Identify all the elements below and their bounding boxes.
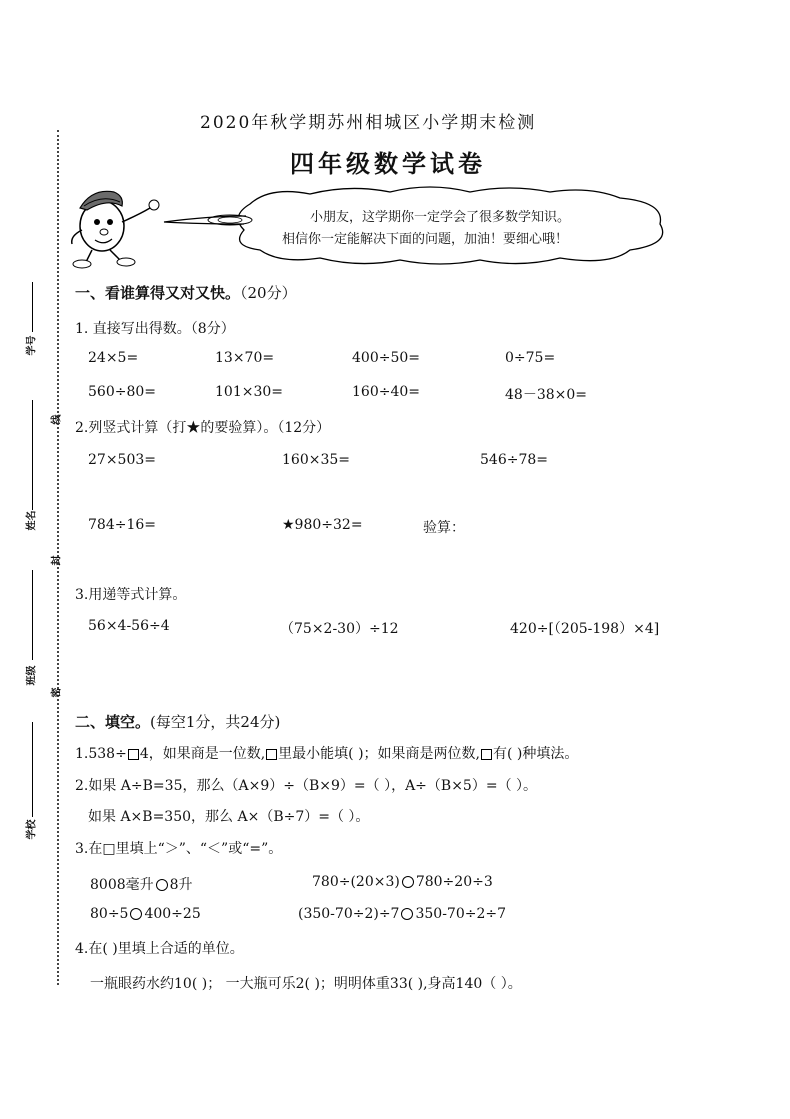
s2-q2-line2: 如果 A×B=350，那么 A×（B÷7）=（ ）。: [88, 809, 370, 825]
s2-q3-r2a: [90, 906, 201, 922]
s2-q3-r2b: [298, 906, 506, 922]
cloud-line-1: 小朋友，这学期你一定学会了很多数学知识。: [310, 210, 571, 225]
circle-blank-icon: [402, 876, 414, 888]
s1-q1-r1-c4: 0÷75=: [505, 350, 556, 366]
s2-q3-r1b: [312, 874, 493, 890]
s1-q2-r1-c1: 27×503=: [88, 452, 156, 468]
section1-points: （20分）: [240, 284, 297, 302]
school-label: 学校: [26, 819, 38, 840]
s1-q2-r2-c3: 验算：: [423, 520, 465, 536]
s1-q2-label: 2.列竖式计算（打★的要验算）。（12分）: [75, 420, 331, 436]
s1-q3-c2: （75×2-30）÷12: [280, 621, 399, 637]
s1-q2-r1-c3: 546÷78=: [480, 452, 548, 468]
s1-q1-r1-c3: 400÷50=: [352, 350, 420, 366]
name-line: [32, 400, 33, 510]
s2-q3-label: 3.在□里填上“＞”、“＜”或“=”。: [75, 841, 283, 857]
compare-right: 400÷25: [144, 906, 201, 922]
s1-q1-r2-c3: 160÷40=: [352, 384, 420, 400]
compare-left: 80÷5: [90, 906, 129, 922]
compare-left: 8008毫升: [90, 877, 154, 893]
s2-q1-c: 里最小能填( )；如果商是两位数,: [278, 746, 480, 762]
s2-q1-d: 有( )种填法。: [493, 746, 579, 762]
line-char: 线: [51, 414, 63, 425]
s1-q1-r2-c1: 560÷80=: [88, 384, 156, 400]
class-line: [32, 570, 33, 660]
s1-q2-r2-c1: 784÷16=: [88, 517, 156, 533]
seal-char: 封: [51, 555, 63, 566]
s2-q1-a: 1.538÷: [75, 746, 127, 762]
s1-q1-r2-c2: 101×30=: [215, 384, 283, 400]
circle-blank-icon: [130, 908, 142, 920]
blank-box-icon: [481, 749, 492, 760]
s1-q1-r1-c2: 13×70=: [215, 350, 275, 366]
s2-q3-r1a: [90, 874, 193, 894]
cartoon-boy-icon: [62, 178, 172, 270]
compare-left: 780÷(20×3): [312, 874, 400, 890]
exam-title: 2020年秋学期苏州相城区小学期末检测: [200, 113, 537, 133]
compare-right: 350-70÷2÷7: [415, 906, 507, 922]
section2-heading: [75, 711, 280, 732]
s1-q1-label: 1. 直接写出得数。（8分）: [75, 321, 235, 337]
circle-blank-icon: [401, 908, 413, 920]
blank-box-icon: [266, 749, 277, 760]
exam-subtitle: 四年级数学试卷: [290, 150, 486, 178]
compare-right: 8升: [169, 877, 193, 893]
inner-char: 密: [51, 687, 63, 698]
student-no-line: [32, 282, 33, 332]
section1-heading: [75, 282, 297, 303]
name-label: 姓名: [26, 510, 38, 531]
compare-right: 780÷20÷3: [415, 874, 493, 890]
s2-q4-line: 一瓶眼药水约10( )； 一大瓶可乐2( )；明明体重33( ),身高140（ ）。: [90, 976, 522, 992]
blank-box-icon: [128, 749, 139, 760]
class-label: 班级: [26, 665, 38, 686]
s1-q2-r1-c2: 160×35=: [282, 452, 350, 468]
school-line: [32, 722, 33, 817]
s1-q1-r2-c4: 48－38×0=: [505, 387, 587, 403]
circle-blank-icon: [156, 879, 168, 891]
s1-q1-r1-c1: 24×5=: [88, 350, 139, 366]
compare-left: (350-70÷2)÷7: [298, 906, 400, 922]
s1-q3-c1: 56×4-56÷4: [88, 618, 170, 634]
s2-q1: [75, 743, 578, 763]
cloud-line-2: 相信你一定能解决下面的问题，加油！要细心哦！: [282, 232, 569, 247]
section1-title: 一、看谁算得又对又快。: [75, 284, 241, 302]
section2-points: (每空1分，共24分): [150, 713, 281, 731]
student-no-label: 学号: [26, 335, 38, 356]
s2-q1-b: 4，如果商是一位数,: [139, 746, 266, 762]
section2-title: 二、填空。: [75, 713, 151, 731]
speech-cloud: [160, 184, 680, 266]
s1-q2-r2-c2: ★980÷32=: [282, 517, 363, 533]
s2-q4-label: 4.在( )里填上合适的单位。: [75, 941, 244, 957]
s2-q2-line1: 2.如果 A÷B=35，那么（A×9）÷（B×9）=（ ），A÷（B×5）=（ ）。: [75, 778, 538, 794]
s1-q3-c3: 420÷[（205-198）×4]: [510, 621, 660, 637]
s1-q3-label: 3.用递等式计算。: [75, 587, 187, 603]
